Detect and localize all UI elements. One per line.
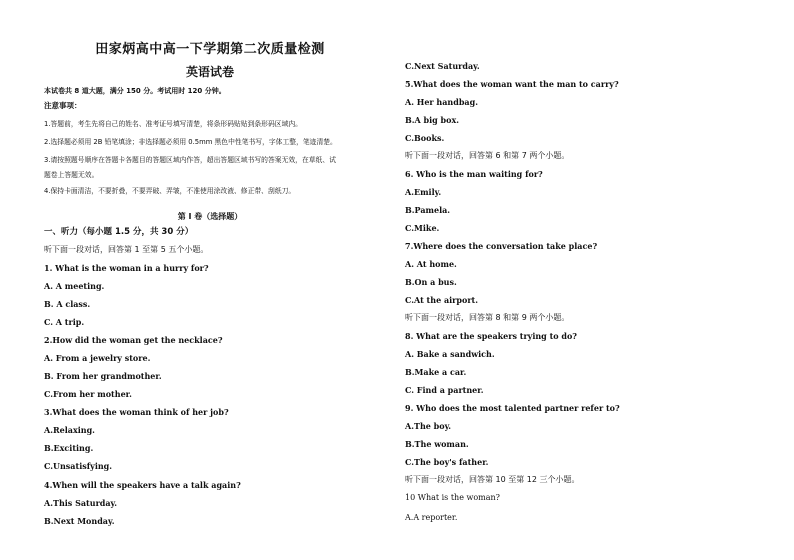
page-subtitle: 英语试卷 — [185, 65, 234, 79]
paper-info: 本试卷共 8 道大题，满分 150 分。考试用时 120 分钟。 — [44, 87, 226, 95]
question-line: 1. What is the woman in a hurry for? — [44, 263, 209, 273]
option-line: A. A meeting. — [44, 281, 105, 291]
option-line: B.Exciting. — [44, 443, 94, 453]
instruction-line: 听下面一段对话，回答第 8 和第 9 两个小题。 — [405, 313, 570, 322]
note-line: 2.选择题必须用 2B 铅笔填涂；非选择题必须用 0.5mm 黑色中性笔书写，字体工整，笔迹清楚。 — [44, 138, 337, 146]
question-line: 8. What are the speakers trying to do? — [405, 331, 577, 341]
option-line: A.Relaxing. — [44, 425, 95, 435]
question-line: 4.When will the speakers have a talk again? — [44, 480, 241, 490]
option-line: A. Bake a sandwich. — [405, 349, 495, 359]
instruction-line: 听下面一段对话，回答第 10 至第 12 三个小题。 — [405, 475, 580, 484]
option-line: A.Emily. — [405, 187, 442, 197]
note-line: 4.保持卡面清洁，不要折叠，不要弄破、弄皱，不准使用涂改液、修正带、刮纸刀。 — [44, 187, 296, 195]
instruction-line: 听下面一段对话，回答第 1 至第 5 五个小题。 — [44, 245, 209, 254]
option-line: C.At the airport. — [405, 295, 479, 305]
section-title: 第 I 卷（选择题） — [177, 212, 243, 221]
option-line: A.This Saturday. — [44, 498, 118, 508]
option-line: B.A big box. — [405, 115, 460, 125]
option-line: C.Unsatisfying. — [44, 461, 113, 471]
question-line: 7.Where does the conversation take place? — [405, 241, 598, 251]
question-line: 10 What is the woman? — [405, 493, 500, 502]
note-line: 1.答题前，考生先将自己的姓名、准考证号填写清楚，将条形码贴贴到条形码区域内。 — [44, 120, 302, 128]
question-line: 6. Who is the man waiting for? — [405, 169, 543, 179]
question-line: 2.How did the woman get the necklace? — [44, 335, 223, 345]
option-line: C.Books. — [405, 133, 445, 143]
option-line: C.The boy's father. — [405, 457, 489, 467]
notes-heading: 注意事项： — [44, 101, 82, 110]
option-line: B. From her grandmother. — [44, 371, 162, 381]
note-line: 题卷上答题无效。 — [44, 171, 99, 179]
option-line: B.Next Monday. — [44, 516, 115, 526]
option-line: A. Her handbag. — [405, 97, 478, 107]
question-line: 9. Who does the most talented partner refer to? — [405, 403, 620, 413]
option-line: C.Mike. — [405, 223, 440, 233]
option-line: A. At home. — [405, 259, 457, 269]
option-line: C.Next Saturday. — [405, 61, 480, 71]
option-line: B.The woman. — [405, 439, 469, 449]
option-line: C. A trip. — [44, 317, 85, 327]
instruction-line: 听下面一段对话，回答第 6 和第 7 两个小题。 — [405, 151, 570, 160]
option-line: A. From a jewelry store. — [44, 353, 151, 363]
part-heading: 一、听力（每小题 1.5 分，共 30 分） — [44, 227, 194, 237]
option-line: A.The boy. — [405, 421, 452, 431]
question-line: 3.What does the woman think of her job? — [44, 407, 229, 417]
option-line: C. Find a partner. — [405, 385, 484, 395]
note-line: 3.请按照题号顺序在答题卡各题目的答题区域内作答，超出答题区域书写的答案无效，在草纸、试 — [44, 156, 336, 164]
option-line: A.A reporter. — [405, 513, 458, 522]
option-line: B.On a bus. — [405, 277, 457, 287]
page-title: 田家炳高中高一下学期第二次质量检测 — [95, 42, 325, 57]
question-line: 5.What does the woman want the man to carry? — [405, 79, 619, 89]
option-line: C.From her mother. — [44, 389, 132, 399]
option-line: B.Pamela. — [405, 205, 451, 215]
option-line: B. A class. — [44, 299, 91, 309]
option-line: B.Make a car. — [405, 367, 467, 377]
